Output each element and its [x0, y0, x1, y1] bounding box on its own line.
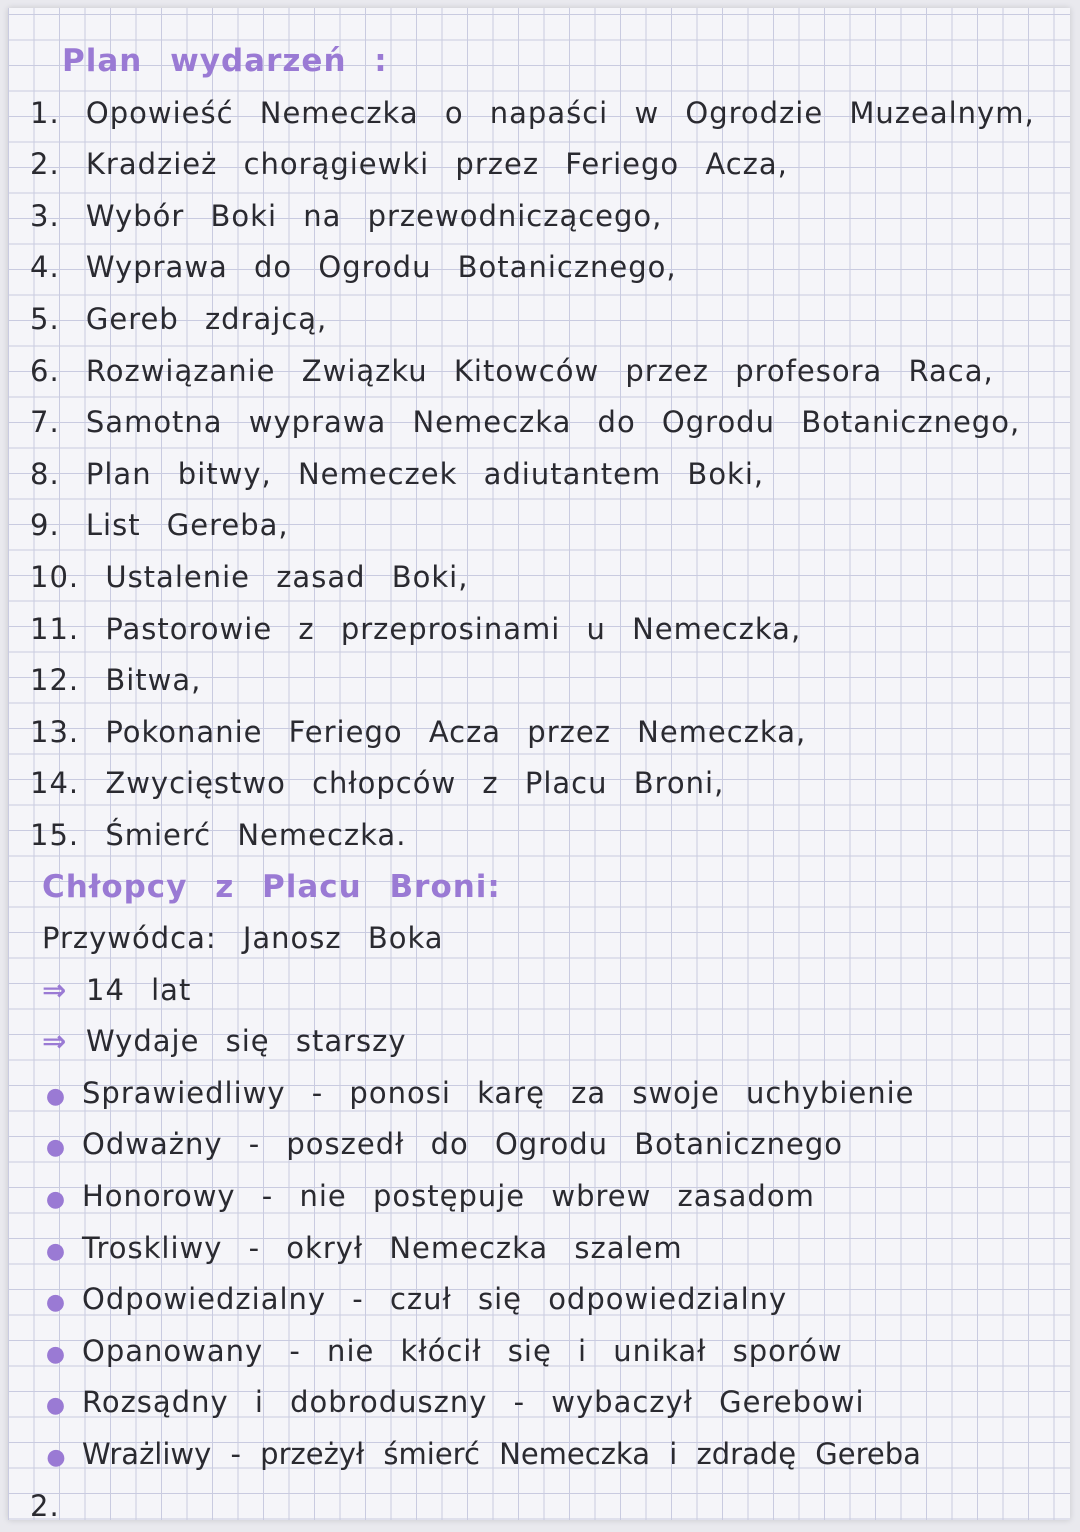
- trait-item: [30, 1377, 1050, 1429]
- next-list-number: 2.: [30, 1488, 60, 1523]
- bullet-icon: ●: [45, 1187, 67, 1213]
- arrow-icon: ⇒: [42, 972, 68, 1007]
- trait-text: Opanowany - nie kłócił się i unikał sporów: [82, 1333, 843, 1368]
- event-item: 6. Rozwiązanie Związku Kitowców przez profesora Raca,: [30, 353, 994, 388]
- grid-paper-page: [8, 8, 1070, 1523]
- trait-item: [30, 1171, 1050, 1223]
- arrow-item: [30, 1016, 1050, 1068]
- bullet-icon: ●: [45, 1135, 67, 1161]
- arrow-icon: ⇒: [42, 1024, 68, 1059]
- event-item: 5. Gereb zdrajcą,: [30, 301, 328, 336]
- arrow-item-text: 14 lat: [86, 972, 192, 1007]
- events-heading: Plan wydarzeń :: [62, 43, 388, 79]
- bullet-icon: ●: [46, 1445, 66, 1471]
- arrow-item: [30, 965, 1050, 1017]
- event-item: 13. Pokonanie Feriego Acza przez Nemeczka,: [30, 714, 807, 749]
- event-item: 10. Ustalenie zasad Boki,: [30, 559, 469, 594]
- trait-text: Troskliwy - okrył Nemeczka szalem: [82, 1230, 683, 1265]
- trait-text: Odpowiedzialny - czuł się odpowiedzialny: [82, 1282, 788, 1317]
- event-item: 8. Plan bitwy, Nemeczek adiutantem Boki,: [30, 456, 765, 491]
- notes-content: [30, 36, 1050, 1532]
- trait-text: Honorowy - nie postępuje wbrew zasadom: [82, 1179, 815, 1214]
- bullet-icon: ●: [45, 1083, 67, 1109]
- event-item: 3. Wybór Boki na przewodniczącego,: [30, 198, 663, 233]
- bullet-icon: ●: [45, 1290, 67, 1316]
- leader-line: Przywódca: Janosz Boka: [42, 921, 444, 956]
- boys-heading: Chłopcy z Placu Broni:: [42, 868, 501, 905]
- event-item: 12. Bitwa,: [30, 663, 202, 698]
- trait-text: Sprawiedliwy - ponosi karę za swoje uchybienie: [82, 1075, 915, 1110]
- trait-item: [30, 1326, 1050, 1378]
- event-item: 1. Opowieść Nemeczka o napaści w Ogrodzie Muzealnym,: [30, 95, 1035, 130]
- trait-item: [30, 1223, 1050, 1275]
- event-item: 14. Zwycięstwo chłopców z Placu Broni,: [30, 766, 725, 801]
- trait-item: [30, 1068, 1050, 1120]
- trait-item: [30, 1119, 1050, 1171]
- trait-text: Wrażliwy - przeżył śmierć Nemeczka i zdradę Gereba: [82, 1437, 921, 1472]
- event-item: 7. Samotna wyprawa Nemeczka do Ogrodu Botanicznego,: [30, 405, 1021, 440]
- event-item: 9. List Gereba,: [30, 508, 289, 543]
- bullet-icon: ●: [45, 1238, 67, 1264]
- event-item: 2. Kradzież chorągiewki przez Feriego Acza,: [30, 147, 788, 182]
- event-item: 4. Wyprawa do Ogrodu Botanicznego,: [30, 250, 677, 285]
- bullet-icon: ●: [45, 1341, 67, 1367]
- arrow-item-text: Wydaje się starszy: [86, 1024, 407, 1059]
- event-item: 11. Pastorowie z przeprosinami u Nemeczka,: [30, 611, 802, 646]
- trait-text: Odważny - poszedł do Ogrodu Botanicznego: [82, 1127, 843, 1162]
- trait-item: [30, 1429, 1050, 1481]
- trait-text: Rozsądny i dobroduszny - wybaczył Gerebowi: [82, 1385, 865, 1420]
- event-item: 15. Śmierć Nemeczka.: [30, 817, 407, 852]
- bullet-icon: ●: [45, 1393, 67, 1419]
- trait-item: [30, 1274, 1050, 1326]
